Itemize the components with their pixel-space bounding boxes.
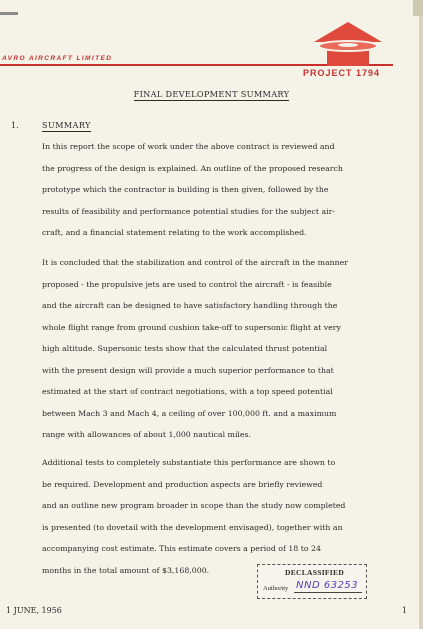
paragraph-3 (42, 452, 382, 581)
paragraph-1 (42, 136, 382, 244)
declassified-stamp (257, 564, 367, 599)
document-title: FINAL DEVELOPMENT SUMMARY (133, 89, 290, 99)
project-number: PROJECT 1794 (303, 68, 381, 78)
footer-date: 1 JUNE, 1956 (6, 606, 62, 615)
binder-tab (413, 0, 423, 16)
avro-logo-icon (313, 22, 383, 66)
text-line: high altitude. Supersonic tests show that the calculated thrust potential (42, 344, 328, 353)
text-line: with the present design will provide a much superior performance to that (42, 365, 334, 375)
text-line: is presented (to dovetail with the development envisaged), together with an (42, 522, 343, 532)
paragraph-2 (42, 252, 382, 446)
text-line: the progress of the design is explained. An outline of the proposed research (42, 163, 343, 173)
text-line: estimated at the start of contract negotiations, with a top speed potential (42, 387, 333, 396)
page-number: 1 (402, 606, 408, 615)
top-mark (0, 12, 18, 15)
text-line: and an outline new program broader in scope than the study now completed (42, 501, 346, 510)
text-line: craft, and a financial statement relating to the work accomplished. (42, 228, 307, 237)
stamp-authority-value: NND 63253 (296, 580, 359, 591)
text-line: between Mach 3 and Mach 4, a ceiling of over 100,000 ft. and a maximum (42, 408, 337, 418)
section-heading: SUMMARY (42, 121, 91, 130)
text-line: proposed - the propulsive jets are used to control the aircraft - is feasible (42, 279, 332, 289)
stamp-authority-label: Authority (263, 585, 289, 592)
text-line: Additional tests to completely substantiate this performance are shown to (42, 458, 336, 467)
text-line: whole flight range from ground cushion take-off to supersonic flight at very (42, 322, 341, 332)
text-line: and the aircraft can be designed to have satisfactory handling through the (42, 301, 338, 310)
text-line: be required. Development and production aspects are briefly reviewed (42, 479, 323, 489)
stamp-title: DECLASSIFIED (285, 568, 345, 577)
text-line: range with allowances of about 1,000 nautical miles. (42, 430, 252, 439)
company-name: AVRO AIRCRAFT LIMITED (2, 55, 113, 62)
text-line: results of feasibility and performance potential studies for the subject air- (42, 206, 335, 216)
text-line: months in the total amount of $3,168,000. (42, 565, 210, 575)
section-number: 1. (11, 121, 19, 130)
text-line: accompanying cost estimate. This estimate covers a period of 18 to 24 (42, 544, 321, 553)
stamp-signature-line (294, 592, 362, 593)
text-line: It is concluded that the stabilization and control of the aircraft in the manner (42, 258, 349, 267)
text-line: prototype which the contractor is building is then given, followed by the (42, 185, 329, 194)
text-line: In this report the scope of work under the above contract is reviewed and (42, 142, 335, 151)
